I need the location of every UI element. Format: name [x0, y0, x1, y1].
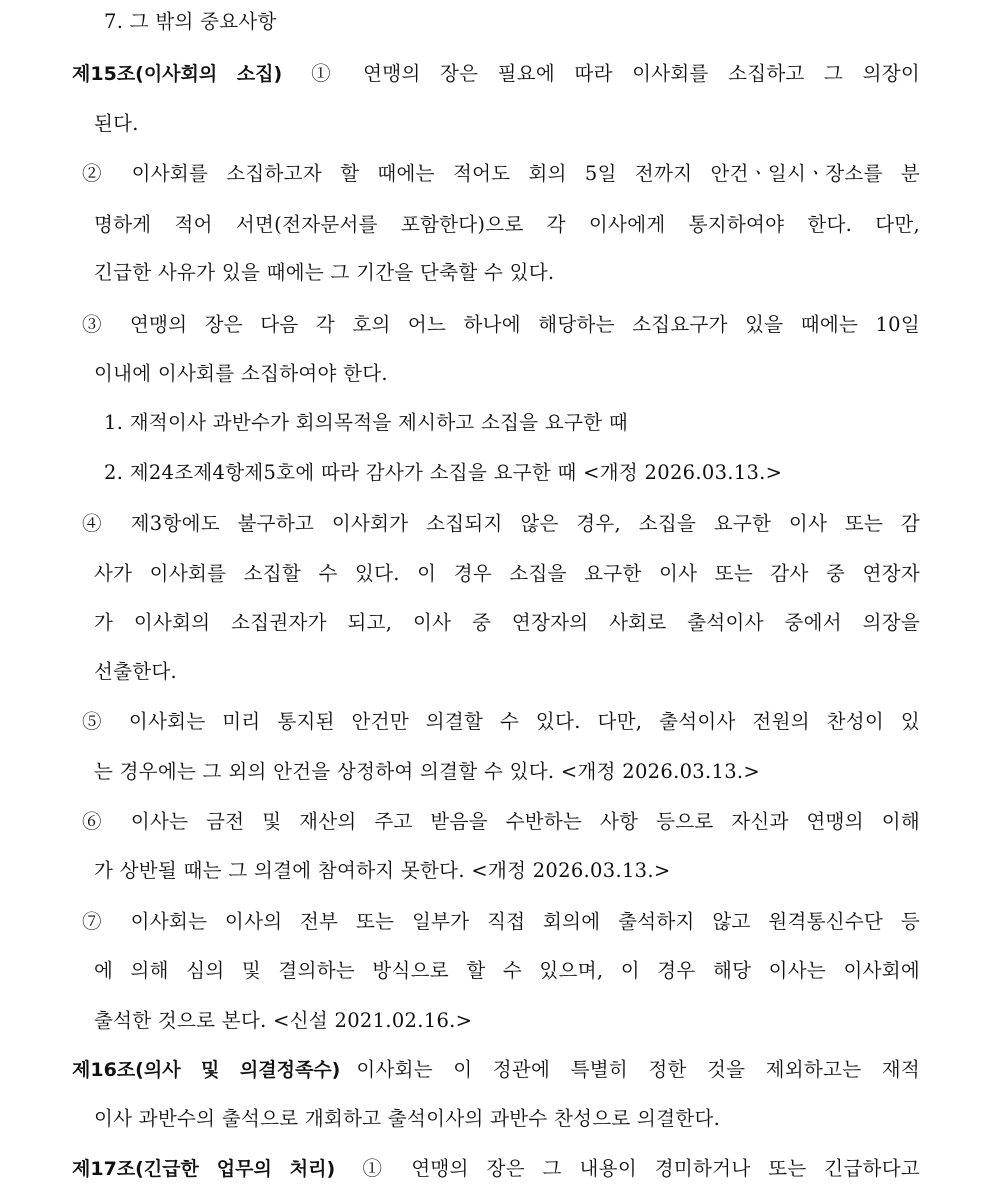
text-line: 긴급한 사유가 있을 때에는 그 기간을 단축할 수 있다. [94, 261, 555, 284]
text-line: 는 경우에는 그 외의 안건을 상정하여 의결할 수 있다. <개정 2026.03.13.> [94, 760, 761, 783]
paragraph-4-line: ④ 제3항에도 불구하고 이사회가 소집되지 않은 경우, 소집을 요구한 이사 또는 감 [82, 512, 920, 535]
text-line: 에 의해 심의 및 결의하는 방식으로 할 수 있으며, 이 경우 해당 이사는 이사회에 [94, 959, 920, 982]
article-15-line: 제15조(이사회의 소집) ① 연맹의 장은 필요에 따라 이사회를 소집하고 그 의장이 [72, 62, 920, 85]
paragraph-7-line: ⑦ 이사회는 이사의 전부 또는 일부가 직접 회의에 출석하지 않고 원격통신수단 등 [82, 910, 920, 933]
paragraph-2-line: ② 이사회를 소집하고자 할 때에는 적어도 회의 5일 전까지 안건ㆍ일시ㆍ장소를 분 [82, 162, 920, 185]
text-line: 가 상반될 때는 그 의결에 참여하지 못한다. <개정 2026.03.13.> [94, 859, 671, 882]
article-16-title: 제16조(의사 및 의결정족수) [72, 1059, 341, 1081]
text-line: 사가 이사회를 소집할 수 있다. 이 경우 소집을 요구한 이사 또는 감사 중 연장자 [94, 562, 920, 585]
text-line: 선출한다. [94, 660, 178, 683]
paragraph-3-line: ③ 연맹의 장은 다음 각 호의 어느 하나에 해당하는 소집요구가 있을 때에는 10일 [82, 313, 920, 336]
article-17-title: 제17조(긴급한 업무의 처리) [72, 1158, 336, 1180]
paragraph-5-line: ⑤ 이사회는 미리 통지된 안건만 의결할 수 있다. 다만, 출석이사 전원의 찬성이 있 [82, 710, 920, 733]
text-line: 이사 과반수의 출석으로 개회하고 출석이사의 과반수 찬성으로 의결한다. [94, 1107, 721, 1130]
list-item: 1. 재적이사 과반수가 회의목적을 제시하고 소집을 요구한 때 [104, 411, 628, 434]
list-item: 7. 그 밖의 중요사항 [104, 10, 277, 33]
paragraph-6-line: ⑥ 이사는 금전 및 재산의 주고 받음을 수반하는 사항 등으로 자신과 연맹의 이해 [82, 810, 920, 833]
article-16-line: 제16조(의사 및 의결정족수) 이사회는 이 정관에 특별히 정한 것을 제외하고는 재적 [72, 1058, 920, 1081]
text-line: 이내에 이사회를 소집하여야 한다. [94, 362, 388, 385]
list-item: 2. 제24조제4항제5호에 따라 감사가 소집을 요구한 때 <개정 2026.03.13.> [104, 461, 783, 484]
text-line: 가 이사회의 소집권자가 되고, 이사 중 연장자의 사회로 출석이사 중에서 의장을 [94, 611, 920, 634]
text-line: 출석한 것으로 본다. <신설 2021.02.16.> [94, 1009, 473, 1032]
text-line: 명하게 적어 서면(전자문서를 포함한다)으로 각 이사에게 통지하여야 한다. 다만, [94, 213, 920, 236]
article-15-title: 제15조(이사회의 소집) [72, 63, 283, 85]
article-17-line: 제17조(긴급한 업무의 처리) ① 연맹의 장은 그 내용이 경미하거나 또는 긴급하다고 [72, 1157, 920, 1180]
text-line: 된다. [94, 112, 139, 135]
